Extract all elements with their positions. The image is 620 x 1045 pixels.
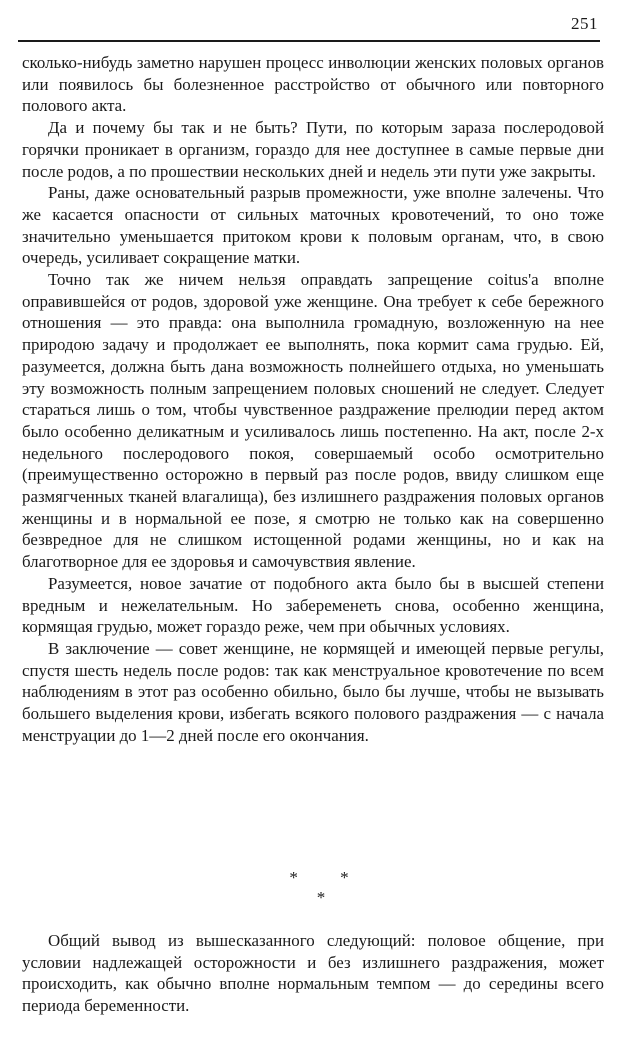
page-number: 251 [571, 14, 598, 33]
paragraph-continuation: сколько-нибудь заметно нарушен процесс инволюции женских половых органов или появилось бы болезненное расстройство от обычного или повторного полового акта. [22, 53, 604, 116]
header-rule [18, 40, 600, 42]
paragraph: Разумеется, новое зачатие от подобного акта было бы в высшей степени вредным и нежелательным. Но забеременеть снова, особенно женщина, кормящая грудью, может гораздо реже, чем при обычных условиях. [22, 573, 604, 637]
conclusion-paragraph: Общий вывод из вышесказанного следующий: половое общение, при условии надлежащей осторожности и без излишнего раздражения, может происходить, как обычно вполне нормальным темпом — до середины всего периода беременности. [22, 931, 604, 1016]
conclusion-text [22, 930, 604, 1017]
separator-star-bottom: * [316, 888, 326, 907]
separator-stars-top: * * [289, 868, 349, 887]
paragraph: Да и почему бы так и не быть? Пути, по которым зараза послеродовой горячки проникает в организм, гораздо для нее доступнее в самые первые дни после родов, а по прошествии нескольких дней и недель эти пути уже закрыты. [22, 118, 604, 181]
main-text [22, 52, 604, 747]
paragraph: Раны, даже основательный разрыв промежности, уже вполне залечены. Что же касается опасности от сильных маточных кровотечений, то оно тоже значительно уменьшается притоком крови к половым органам, что, в свою очередь, усиливает сокращение матки. [22, 183, 604, 268]
paragraph: Точно так же ничем нельзя оправдать запрещение coitus'a вполне оправившейся от родов, здоровой уже женщине. Она требует к себе бережного отношения — это правда: она выполнила громадную, возложенную на нее природою задачу и продолжает ее выполнять, пока кормит сама грудью. Ей, разумеется, должна быть дана возможность полнейшего отдыха, но уменьшать эту возможность полным запрещением половых сношений не следует. Следует стараться лишь о том, чтобы чувственное раздражение прелюдии перед актом было особенно деликатным и усиливалось лишь постепенно. На акт, после 2-х недельного послеродового покоя, совершаемый особо осмотрительно (преимущественно осторожно в первый раз после родов, ввиду слишком еще размягченных тканей влагалища), без излишнего раздражения половых органов женщины и в нормальной ее позе, я смотрю не только как на совершенно безвредное для не слишком истощенной родами женщины, но и как на благотворное для ее здоровья и самочувствия явление. [22, 270, 604, 572]
paragraph: В заключение — совет женщине, не кормящей и имеющей первые регулы, спустя шесть недель после родов: так как менструальное кровотечение по всем наблюдениям в этот раз особенно обильно, было бы лучше, чтобы не вызывать большего выделения крови, избегать всякого полового раздражения — с начала менструации до 1—2 дней после его окончания. [22, 638, 604, 745]
section-separator [0, 866, 620, 910]
